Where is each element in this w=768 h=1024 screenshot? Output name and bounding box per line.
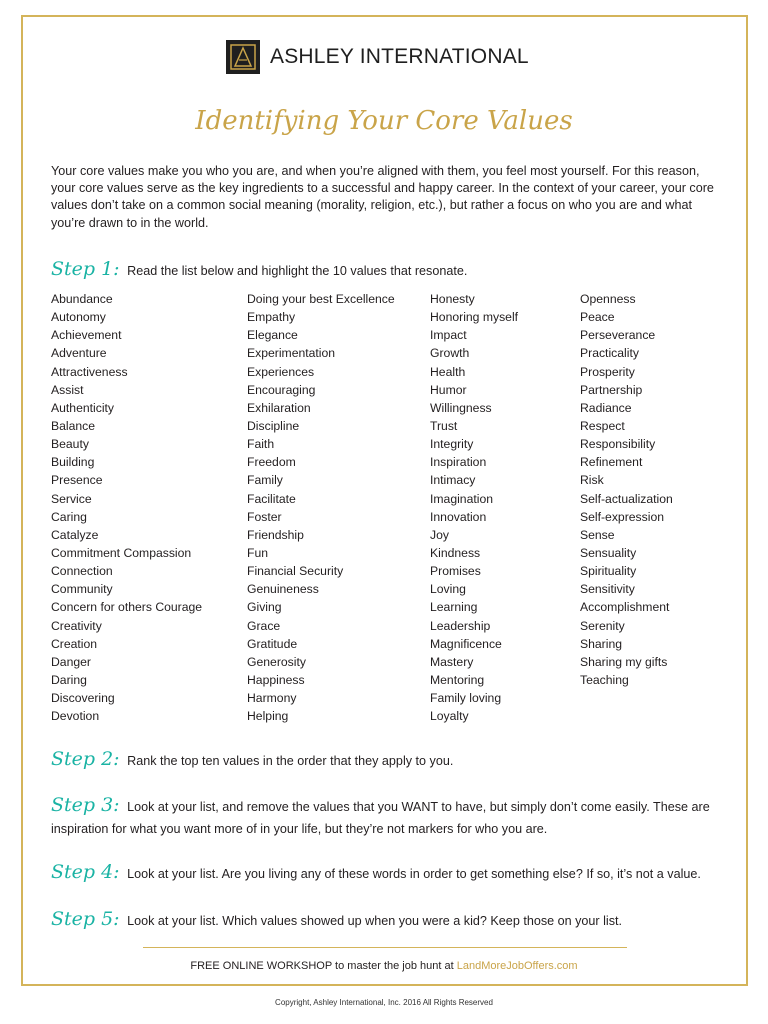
value-item: Imagination xyxy=(430,491,494,506)
value-item: Sensuality xyxy=(580,545,637,560)
value-item: Perseverance xyxy=(580,328,656,343)
value-item: Elegance xyxy=(247,328,298,343)
value-item: Community xyxy=(51,582,113,597)
value-item: Catalyze xyxy=(51,527,99,542)
value-item: Experimentation xyxy=(247,346,336,361)
value-item: Sharing xyxy=(580,636,623,651)
step-4-text: Look at your list. Are you living any of these words in order to get something else? If so, it’s not a value. xyxy=(127,867,701,881)
value-item: Family loving xyxy=(430,691,502,706)
value-item: Magnificence xyxy=(430,636,502,651)
values-column-3 xyxy=(430,290,518,725)
value-item: Serenity xyxy=(580,618,625,633)
value-item: Integrity xyxy=(430,437,474,452)
step-4-tag: Step 4: xyxy=(51,861,120,883)
value-item: Beauty xyxy=(51,437,89,452)
value-item: Inspiration xyxy=(430,455,487,470)
value-item: Impact xyxy=(430,328,467,343)
value-item: Discipline xyxy=(247,418,300,433)
value-item: Self-expression xyxy=(580,509,664,524)
value-item: Peace xyxy=(580,310,615,325)
value-item: Creativity xyxy=(51,618,102,633)
value-item: Experiences xyxy=(247,364,315,379)
footer-divider xyxy=(143,947,627,948)
value-item: Genuineness xyxy=(247,582,319,597)
value-item: Happiness xyxy=(247,672,305,687)
value-item: Sharing my gifts xyxy=(580,654,668,669)
step-5 xyxy=(51,908,622,932)
value-item: Commitment Compassion xyxy=(51,545,192,560)
value-item: Foster xyxy=(247,509,282,524)
value-item: Humor xyxy=(430,382,467,397)
value-item: Mastery xyxy=(430,654,474,669)
value-item: Discovering xyxy=(51,691,115,706)
value-item: Connection xyxy=(51,564,113,579)
value-item: Honesty xyxy=(430,292,475,306)
value-item: Giving xyxy=(247,600,282,615)
value-item: Concern for others Courage xyxy=(51,600,203,615)
step-5-text: Look at your list. Which values showed up when you were a kid? Keep those on your list. xyxy=(127,914,623,928)
step-5-tag: Step 5: xyxy=(51,908,120,930)
value-item: Teaching xyxy=(580,672,629,687)
value-item: Joy xyxy=(430,527,449,542)
value-item: Kindness xyxy=(430,545,481,560)
value-item: Practicality xyxy=(580,346,639,361)
value-item: Sensitivity xyxy=(580,582,635,597)
value-item: Achievement xyxy=(51,328,122,343)
value-item: Service xyxy=(51,491,92,506)
values-column-1 xyxy=(51,290,202,725)
value-item: Authenticity xyxy=(51,400,115,415)
gold-triangle-logo-icon xyxy=(226,40,260,74)
value-item: Accomplishment xyxy=(580,600,670,615)
value-item: Daring xyxy=(51,672,87,687)
value-item: Faith xyxy=(247,437,275,452)
value-item: Risk xyxy=(580,473,604,488)
value-item: Doing your best Excellence xyxy=(247,292,395,306)
brand-logo xyxy=(226,40,529,74)
value-item: Growth xyxy=(430,346,470,361)
value-item: Encouraging xyxy=(247,382,316,397)
value-item: Spirituality xyxy=(580,564,637,579)
value-item: Creation xyxy=(51,636,98,651)
value-item: Facilitate xyxy=(247,491,296,506)
value-item: Innovation xyxy=(430,509,487,524)
value-item: Responsibility xyxy=(580,437,656,452)
value-item: Partnership xyxy=(580,382,643,397)
value-item: Harmony xyxy=(247,691,297,706)
value-item: Trust xyxy=(430,418,458,433)
value-item: Adventure xyxy=(51,346,107,361)
footer-text: FREE ONLINE WORKSHOP to master the job hunt at xyxy=(190,960,457,972)
value-item: Mentoring xyxy=(430,672,485,687)
step-3-tag: Step 3: xyxy=(51,794,120,816)
value-item: Assist xyxy=(51,382,84,397)
value-item: Danger xyxy=(51,654,91,669)
value-item: Caring xyxy=(51,509,87,524)
step-4 xyxy=(51,861,701,885)
step-1 xyxy=(51,258,467,282)
values-column-4 xyxy=(580,290,673,689)
value-item: Presence xyxy=(51,473,103,488)
value-item: Sense xyxy=(580,527,615,542)
value-item: Family xyxy=(247,473,283,488)
copyright: Copyright, Ashley International, Inc. 2016 All Rights Reserved xyxy=(275,998,493,1007)
intro-paragraph: Your core values make you who you are, and when you’re aligned with them, you feel most yourself. For this reason, your core values serve as the key ingredients to a successful and happy career. In the context of your career, your core values don’t take on a common social meaning (morality, religion, etc.), but rather a focus on who you are and what you’re drawn to in the world. xyxy=(51,164,714,230)
value-item: Grace xyxy=(247,618,281,633)
step-2-text: Rank the top ten values in the order that they apply to you. xyxy=(127,754,454,768)
footer-promo xyxy=(0,960,768,972)
value-item: Abundance xyxy=(51,292,113,306)
value-item: Autonomy xyxy=(51,310,106,325)
step-1-tag: Step 1: xyxy=(51,258,120,280)
value-item: Promises xyxy=(430,564,481,579)
value-item: Devotion xyxy=(51,709,100,724)
step-3-text: Look at your list, and remove the values that you WANT to have, but simply don’t come easily. These are inspiration for what you want more of in your life, but they’re not markers for who you are. xyxy=(51,800,710,836)
value-item: Gratitude xyxy=(247,636,298,651)
value-item: Radiance xyxy=(580,400,632,415)
value-item: Honoring myself xyxy=(430,310,519,325)
value-item: Building xyxy=(51,455,95,470)
value-item: Willingness xyxy=(430,400,492,415)
value-item: Leadership xyxy=(430,618,491,633)
value-item: Intimacy xyxy=(430,473,476,488)
value-item: Balance xyxy=(51,418,96,433)
value-item: Friendship xyxy=(247,527,304,542)
step-1-text: Read the list below and highlight the 10 values that resonate. xyxy=(127,264,468,278)
value-item: Exhilaration xyxy=(247,400,311,415)
value-item: Empathy xyxy=(247,310,296,325)
value-item: Attractiveness xyxy=(51,364,128,379)
value-item: Learning xyxy=(430,600,478,615)
step-2-tag: Step 2: xyxy=(51,748,120,770)
value-item: Self-actualization xyxy=(580,491,673,506)
value-item: Respect xyxy=(580,418,625,433)
value-item: Health xyxy=(430,364,466,379)
page-title: Identifying Your Core Values xyxy=(195,106,573,136)
footer-link[interactable]: LandMoreJobOffers.com xyxy=(456,960,578,972)
brand-name: ASHLEY INTERNATIONAL xyxy=(270,45,529,68)
value-item: Fun xyxy=(247,545,269,560)
values-column-2 xyxy=(247,290,395,725)
value-item: Financial Security xyxy=(247,564,344,579)
value-item: Prosperity xyxy=(580,364,635,379)
value-item: Refinement xyxy=(580,455,643,470)
value-item: Helping xyxy=(247,709,289,724)
value-item: Loyalty xyxy=(430,709,469,724)
value-item: Loving xyxy=(430,582,466,597)
value-item: Openness xyxy=(580,292,636,306)
value-item: Generosity xyxy=(247,654,306,669)
step-3 xyxy=(51,794,726,840)
step-2 xyxy=(51,748,453,772)
value-item: Freedom xyxy=(247,455,296,470)
